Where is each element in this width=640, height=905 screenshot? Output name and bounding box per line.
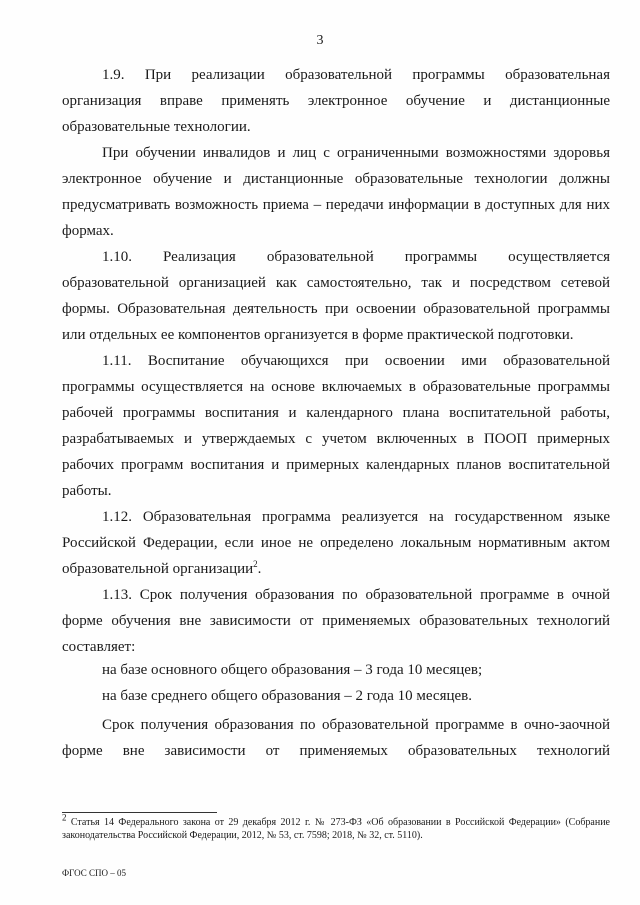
paragraph-1-10: 1.10. Реализация образовательной программы осуществляется образовательной организацией как самостоятельно, так и посредством сетевой формы. Образовательная деятельность при освоении образовательной программы или отдельных ее компонентов организуется в форме практической подготовки. (62, 249, 610, 343)
paragraph-1-12-end: . (257, 561, 262, 577)
footer-code: ФГОС СПО – 05 (62, 868, 126, 878)
paragraph-part-time: Срок получения образования по образовательной программе в очно-заочной форме вне зависимости от применяемых образовательных технологий (62, 717, 610, 759)
paragraph-disabled-persons: При обучении инвалидов и лиц с ограниченными возможностями здоровья электронное обучение и дистанционные образовательные технологии должны предусматривать возможность приема – передачи информации в доступных для них формах. (62, 145, 610, 239)
footnote-separator (62, 812, 217, 813)
paragraph-1-13: 1.13. Срок получения образования по образовательной программе в очной форме обучения вне зависимости от применяемых образовательных технологий составляет: (62, 587, 610, 655)
page-number: 3 (316, 33, 324, 48)
paragraph-1-12-text: 1.12. Образовательная программа реализуется на государственном языке Российской Федерации, если иное не определено локальным нормативным актом образовательной организации (62, 509, 610, 577)
paragraph-1-11: 1.11. Воспитание обучающихся при освоении ими образовательной программы осуществляется на основе включаемых в образовательные программы рабочей программы воспитания и календарного плана воспитательной работы, разрабатываемых и утверждаемых с учетом включенных в ПООП примерных рабочих программ воспитания и примерных календарных планов воспитательной работы. (62, 353, 610, 499)
footnote-mark: 2 (62, 812, 67, 823)
duration-secondary-education: на базе среднего общего образования – 2 года 10 месяцев. (102, 688, 472, 704)
footnote-reference: 2 (253, 559, 258, 569)
footnote (62, 812, 610, 842)
footnote-text: Статья 14 Федерального закона от 29 декабря 2012 г. № 273-ФЗ «Об образовании в Российской Федерации» (Собрание законодательства Российской Федерации, 2012, № 53, ст. 7598; 2018, № 32, ст. 5110). (62, 817, 610, 841)
duration-basic-education: на базе основного общего образования – 3 года 10 месяцев; (102, 662, 483, 678)
paragraph-1-12 (62, 504, 610, 582)
paragraph-1-9: 1.9. При реализации образовательной программы образовательная организация вправе применять электронное обучение и дистанционные образовательные технологии. (62, 67, 610, 135)
